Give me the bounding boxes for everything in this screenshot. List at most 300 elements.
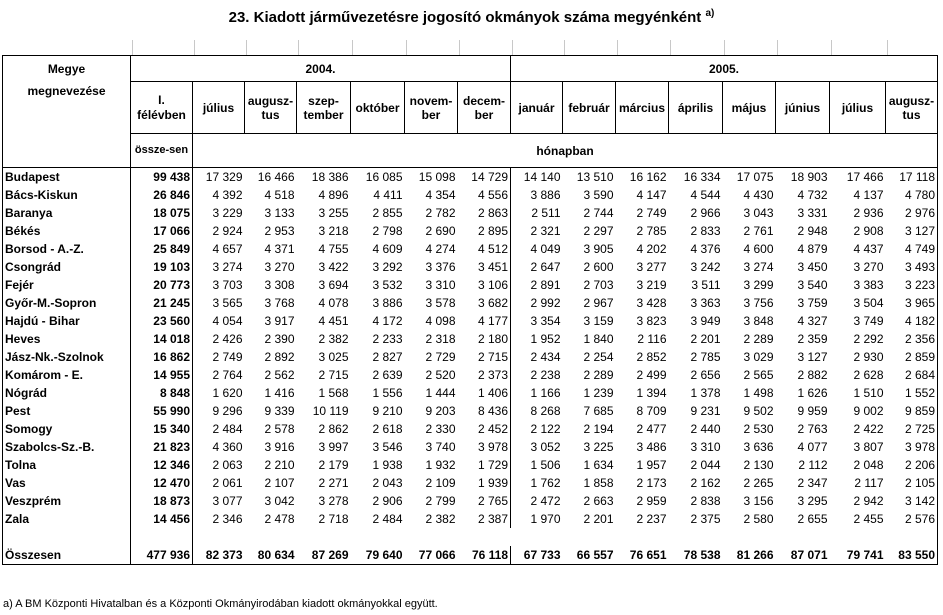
month-value: 3 578 [425, 296, 456, 310]
month-value: 1 568 [318, 386, 349, 400]
total-month-value: 87 269 [297, 546, 351, 565]
table-title [0, 8, 943, 26]
month-value: 4 609 [372, 242, 403, 256]
month-value: 8 436 [458, 402, 511, 420]
month-2005-1: február [563, 82, 616, 134]
month-value: 2 194 [583, 422, 614, 436]
month-2005-0: január [511, 82, 563, 134]
month-value: 2 346 [212, 512, 243, 526]
month-value: 3 295 [797, 494, 828, 508]
month-value: 2 382 [425, 512, 456, 526]
month-value: 3 848 [743, 314, 774, 328]
month-value: 1 552 [886, 384, 938, 402]
month-value: 2 715 [318, 368, 349, 382]
month-value: 2 576 [886, 510, 938, 528]
spreadsheet-gridlines [0, 40, 943, 56]
county-name: Veszprém [3, 492, 131, 510]
month-value: 3 292 [372, 260, 403, 274]
month-value: 2 530 [743, 422, 774, 436]
month-value: 4 732 [797, 188, 828, 202]
month-value: 2 891 [530, 278, 561, 292]
month-value: 2 908 [853, 224, 884, 238]
month-value: 9 502 [743, 404, 774, 418]
month-value: 2 628 [853, 368, 884, 382]
month-2005-4: május [723, 82, 776, 134]
month-value: 1 626 [797, 386, 828, 400]
month-value: 3 025 [318, 350, 349, 364]
month-value: 2 455 [853, 512, 884, 526]
month-value: 1 166 [530, 386, 561, 400]
total-label: Összesen [3, 546, 131, 565]
month-value: 2 233 [372, 332, 403, 346]
first-half-total: 14 456 [131, 510, 193, 528]
month-value: 9 859 [886, 402, 938, 420]
month-value: 3 299 [743, 278, 774, 292]
month-value: 4 049 [530, 242, 561, 256]
month-value: 4 202 [636, 242, 667, 256]
month-value: 4 054 [212, 314, 243, 328]
month-value: 4 749 [886, 240, 938, 258]
month-value: 2 838 [690, 494, 721, 508]
month-value: 3 363 [690, 296, 721, 310]
month-value: 4 430 [743, 188, 774, 202]
month-value: 3 310 [690, 440, 721, 454]
table-row [3, 276, 938, 294]
month-value: 3 428 [636, 296, 667, 310]
month-value: 1 952 [530, 332, 561, 346]
month-value: 3 949 [690, 314, 721, 328]
month-value: 4 360 [212, 440, 243, 454]
month-value: 2 044 [690, 458, 721, 472]
month-value: 1 239 [583, 386, 614, 400]
total-month-value: 67 733 [511, 546, 563, 565]
month-value: 2 422 [853, 422, 884, 436]
month-value: 1 634 [583, 458, 614, 472]
month-value: 2 749 [212, 350, 243, 364]
first-half-total: 19 103 [131, 258, 193, 276]
month-value: 2 318 [425, 332, 456, 346]
month-value: 2 785 [690, 350, 721, 364]
month-value: 1 729 [458, 456, 511, 474]
month-value: 2 048 [853, 458, 884, 472]
month-value: 4 147 [636, 188, 667, 202]
month-value: 2 715 [458, 348, 511, 366]
total-month-value: 79 640 [351, 546, 405, 565]
month-2005-5: június [776, 82, 830, 134]
month-value: 3 270 [264, 260, 295, 274]
month-value: 4 600 [743, 242, 774, 256]
month-value: 3 225 [583, 440, 614, 454]
month-value: 2 798 [372, 224, 403, 238]
month-value: 3 546 [372, 440, 403, 454]
month-value: 3 965 [886, 294, 938, 312]
month-value: 2 112 [798, 458, 828, 472]
month-value: 15 098 [418, 170, 456, 184]
month-value: 2 882 [797, 368, 828, 382]
month-value: 3 768 [264, 296, 295, 310]
table-row [3, 366, 938, 384]
month-value: 2 942 [853, 494, 884, 508]
first-half-total: 18 873 [131, 492, 193, 510]
county-name: Zala [3, 510, 131, 528]
table-row [3, 384, 938, 402]
month-value: 16 466 [257, 170, 295, 184]
month-value: 4 512 [458, 240, 511, 258]
month-2004-4: novem-ber [405, 82, 458, 134]
month-value: 3 383 [853, 278, 884, 292]
month-value: 3 682 [458, 294, 511, 312]
month-value: 2 782 [425, 206, 456, 220]
month-value: 3 422 [318, 260, 349, 274]
month-value: 3 740 [425, 440, 456, 454]
month-value: 17 329 [205, 170, 243, 184]
table-header [3, 56, 938, 168]
month-value: 2 892 [264, 350, 295, 364]
table-row [3, 420, 938, 438]
month-value: 9 210 [372, 404, 403, 418]
month-value: 2 043 [372, 476, 403, 490]
month-value: 2 210 [264, 458, 295, 472]
table-row [3, 204, 938, 222]
table-row [3, 222, 938, 240]
month-value: 2 906 [372, 494, 403, 508]
month-value: 3 997 [318, 440, 349, 454]
month-value: 9 002 [853, 404, 884, 418]
table-row [3, 348, 938, 366]
month-value: 2 271 [318, 476, 349, 490]
month-value: 4 879 [797, 242, 828, 256]
month-value: 2 297 [583, 224, 614, 238]
table-row [3, 402, 938, 420]
first-half-total: 55 990 [131, 402, 193, 420]
month-value: 3 159 [583, 314, 614, 328]
year-2005-header: 2005. [511, 56, 938, 82]
county-name: Borsod - A.-Z. [3, 240, 131, 258]
month-2005-6: július [830, 82, 886, 134]
month-value: 2 863 [458, 204, 511, 222]
month-value: 3 052 [530, 440, 561, 454]
month-value: 2 173 [636, 476, 667, 490]
month-value: 1 970 [530, 512, 561, 526]
month-value: 2 426 [212, 332, 243, 346]
month-value: 17 118 [886, 168, 938, 187]
first-half-total: 21 823 [131, 438, 193, 456]
month-value: 4 376 [690, 242, 721, 256]
month-value: 4 177 [458, 312, 511, 330]
month-2004-1: augusz-tus [245, 82, 297, 134]
month-value: 16 162 [629, 170, 667, 184]
month-value: 2 375 [690, 512, 721, 526]
month-2005-7: augusz-tus [886, 82, 938, 134]
table-row [3, 330, 938, 348]
month-value: 2 763 [797, 422, 828, 436]
first-half-total: 99 438 [131, 168, 193, 187]
county-name: Vas [3, 474, 131, 492]
month-value: 2 109 [425, 476, 456, 490]
first-half-total: 21 245 [131, 294, 193, 312]
month-value: 3 242 [690, 260, 721, 274]
county-name: Komárom - E. [3, 366, 131, 384]
month-value: 2 852 [636, 350, 667, 364]
month-value: 2 930 [853, 350, 884, 364]
month-value: 9 296 [212, 404, 243, 418]
month-value: 4 657 [212, 242, 243, 256]
month-value: 2 117 [854, 476, 884, 490]
month-value: 13 510 [576, 170, 614, 184]
total-row [3, 546, 938, 565]
month-value: 1 938 [372, 458, 403, 472]
month-value: 2 201 [690, 332, 721, 346]
month-value: 3 540 [797, 278, 828, 292]
month-value: 3 493 [886, 258, 938, 276]
month-value: 3 277 [636, 260, 667, 274]
month-value: 2 347 [797, 476, 828, 490]
month-value: 2 639 [372, 368, 403, 382]
first-half-total: 12 346 [131, 456, 193, 474]
month-value: 3 127 [797, 350, 828, 364]
first-half-total: 14 018 [131, 330, 193, 348]
month-value: 17 075 [736, 170, 774, 184]
month-value: 17 466 [846, 170, 884, 184]
month-value: 2 130 [743, 458, 774, 472]
month-value: 3 308 [264, 278, 295, 292]
month-value: 4 896 [318, 188, 349, 202]
month-value: 3 703 [212, 278, 243, 292]
month-value: 2 292 [853, 332, 884, 346]
month-value: 2 618 [372, 422, 403, 436]
month-value: 2 725 [886, 420, 938, 438]
month-value: 2 855 [372, 206, 403, 220]
month-value: 3 354 [530, 314, 561, 328]
month-value: 7 685 [583, 404, 614, 418]
month-value: 4 077 [797, 440, 828, 454]
month-value: 2 179 [318, 458, 349, 472]
month-value: 2 924 [212, 224, 243, 238]
month-value: 2 063 [212, 458, 243, 472]
month-value: 3 274 [212, 260, 243, 274]
first-half-total: 8 848 [131, 384, 193, 402]
month-value: 2 387 [458, 510, 511, 528]
month-value: 3 142 [886, 492, 938, 510]
month-value: 2 452 [458, 420, 511, 438]
month-value: 2 785 [636, 224, 667, 238]
month-value: 3 486 [636, 440, 667, 454]
table-row [3, 474, 938, 492]
month-value: 14 140 [523, 170, 561, 184]
month-value: 3 229 [212, 206, 243, 220]
month-value: 2 655 [797, 512, 828, 526]
total-month-value: 82 373 [193, 546, 245, 565]
county-name: Budapest [3, 168, 131, 187]
total-month-value: 79 741 [830, 546, 886, 565]
table-row [3, 294, 938, 312]
month-value: 1 957 [636, 458, 667, 472]
month-value: 3 917 [264, 314, 295, 328]
month-value: 3 219 [636, 278, 667, 292]
month-2005-2: március [616, 82, 669, 134]
month-value: 4 078 [318, 296, 349, 310]
first-half-total: 16 862 [131, 348, 193, 366]
total-month-value: 83 550 [886, 546, 938, 565]
month-value: 4 755 [318, 242, 349, 256]
month-value: 3 310 [425, 278, 456, 292]
month-value: 2 647 [530, 260, 561, 274]
total-month-value: 80 634 [245, 546, 297, 565]
month-value: 3 106 [458, 276, 511, 294]
month-value: 2 105 [886, 474, 938, 492]
county-name: Bács-Kiskun [3, 186, 131, 204]
month-value: 4 411 [373, 188, 403, 202]
month-value: 9 203 [425, 404, 456, 418]
month-value: 1 416 [264, 386, 295, 400]
month-value: 1 506 [530, 458, 561, 472]
table-row [3, 258, 938, 276]
month-value: 2 749 [636, 206, 667, 220]
month-2004-0: július [193, 82, 245, 134]
year-2004-header: 2004. [131, 56, 511, 82]
total-month-value: 76 118 [458, 546, 511, 565]
month-value: 9 339 [264, 404, 295, 418]
month-value: 3 218 [318, 224, 349, 238]
month-value: 3 759 [797, 296, 828, 310]
month-value: 4 544 [690, 188, 721, 202]
sum-header: össze-sen [131, 134, 193, 168]
month-value: 2 356 [886, 330, 938, 348]
total-month-value: 66 557 [563, 546, 616, 565]
month-value: 3 255 [318, 206, 349, 220]
month-value: 2 390 [264, 332, 295, 346]
month-value: 2 948 [797, 224, 828, 238]
month-value: 4 451 [318, 314, 349, 328]
month-value: 2 744 [583, 206, 614, 220]
month-value: 4 556 [458, 186, 511, 204]
month-value: 2 859 [886, 348, 938, 366]
month-value: 1 498 [743, 386, 774, 400]
month-value: 3 886 [372, 296, 403, 310]
month-value: 9 231 [690, 404, 721, 418]
month-value: 3 807 [853, 440, 884, 454]
month-value: 3 274 [743, 260, 774, 274]
month-value: 2 440 [690, 422, 721, 436]
month-value: 2 373 [458, 366, 511, 384]
county-name: Csongrád [3, 258, 131, 276]
month-value: 3 694 [318, 278, 349, 292]
month-value: 2 206 [886, 456, 938, 474]
month-value: 4 098 [425, 314, 456, 328]
month-value: 3 278 [318, 494, 349, 508]
table-row [3, 438, 938, 456]
month-value: 1 858 [583, 476, 614, 490]
month-value: 3 636 [743, 440, 774, 454]
month-value: 4 327 [797, 314, 828, 328]
month-value: 2 799 [425, 494, 456, 508]
month-value: 3 042 [264, 494, 295, 508]
month-value: 2 162 [690, 476, 721, 490]
month-value: 2 321 [530, 224, 561, 238]
month-value: 2 976 [886, 204, 938, 222]
table-row [3, 240, 938, 258]
county-subheader: megnevezése [3, 82, 131, 168]
month-value: 2 764 [212, 368, 243, 382]
county-name: Tolna [3, 456, 131, 474]
month-value: 2 895 [458, 222, 511, 240]
month-value: 2 718 [318, 512, 349, 526]
month-value: 4 172 [372, 314, 403, 328]
month-value: 2 289 [743, 332, 774, 346]
month-value: 2 827 [372, 350, 403, 364]
title-footnote-mark: a) [705, 8, 715, 19]
first-half-total: 14 955 [131, 366, 193, 384]
month-value: 2 953 [264, 224, 295, 238]
month-value: 1 939 [458, 474, 511, 492]
table-row [3, 510, 938, 528]
month-value: 2 180 [458, 330, 511, 348]
month-value: 2 238 [530, 368, 561, 382]
month-2004-3: október [351, 82, 405, 134]
first-half-header: I. félévben [131, 82, 193, 134]
month-value: 2 684 [886, 366, 938, 384]
month-value: 2 562 [264, 368, 295, 382]
county-name: Jász-Nk.-Szolnok [3, 348, 131, 366]
month-value: 2 254 [583, 350, 614, 364]
month-value: 4 137 [853, 188, 884, 202]
month-value: 3 756 [743, 296, 774, 310]
month-value: 14 729 [458, 168, 511, 187]
month-value: 2 729 [425, 350, 456, 364]
month-value: 4 274 [425, 242, 456, 256]
month-value: 3 043 [743, 206, 774, 220]
month-value: 4 437 [853, 242, 884, 256]
table-body [3, 168, 938, 529]
month-value: 18 386 [311, 170, 349, 184]
month-value: 3 127 [886, 222, 938, 240]
month-value: 4 182 [886, 312, 938, 330]
month-value: 3 376 [425, 260, 456, 274]
month-value: 4 392 [212, 188, 243, 202]
county-header [3, 56, 131, 82]
month-value: 2 967 [583, 296, 614, 310]
first-half-total: 20 773 [131, 276, 193, 294]
month-value: 3 029 [743, 350, 774, 364]
table-row [3, 186, 938, 204]
month-value: 2 703 [583, 278, 614, 292]
month-value: 3 133 [264, 206, 295, 220]
month-value: 3 978 [886, 438, 938, 456]
month-value: 18 903 [790, 170, 828, 184]
total-month-value: 76 651 [616, 546, 669, 565]
month-value: 2 289 [583, 368, 614, 382]
month-value: 3 886 [530, 188, 561, 202]
month-value: 2 122 [530, 422, 561, 436]
month-value: 2 201 [583, 512, 614, 526]
month-value: 3 565 [212, 296, 243, 310]
month-value: 3 451 [458, 258, 511, 276]
month-value: 2 862 [318, 422, 349, 436]
month-2004-2: szep-tember [297, 82, 351, 134]
month-value: 1 556 [372, 386, 403, 400]
county-name: Győr-M.-Sopron [3, 294, 131, 312]
month-value: 2 663 [583, 494, 614, 508]
table-row [3, 312, 938, 330]
month-value: 16 334 [683, 170, 721, 184]
month-value: 3 504 [853, 296, 884, 310]
month-value: 2 520 [425, 368, 456, 382]
month-value: 8 709 [636, 404, 667, 418]
month-value: 3 823 [636, 314, 667, 328]
month-value: 3 749 [853, 314, 884, 328]
month-2004-5: decem-ber [458, 82, 511, 134]
month-value: 2 992 [530, 296, 561, 310]
